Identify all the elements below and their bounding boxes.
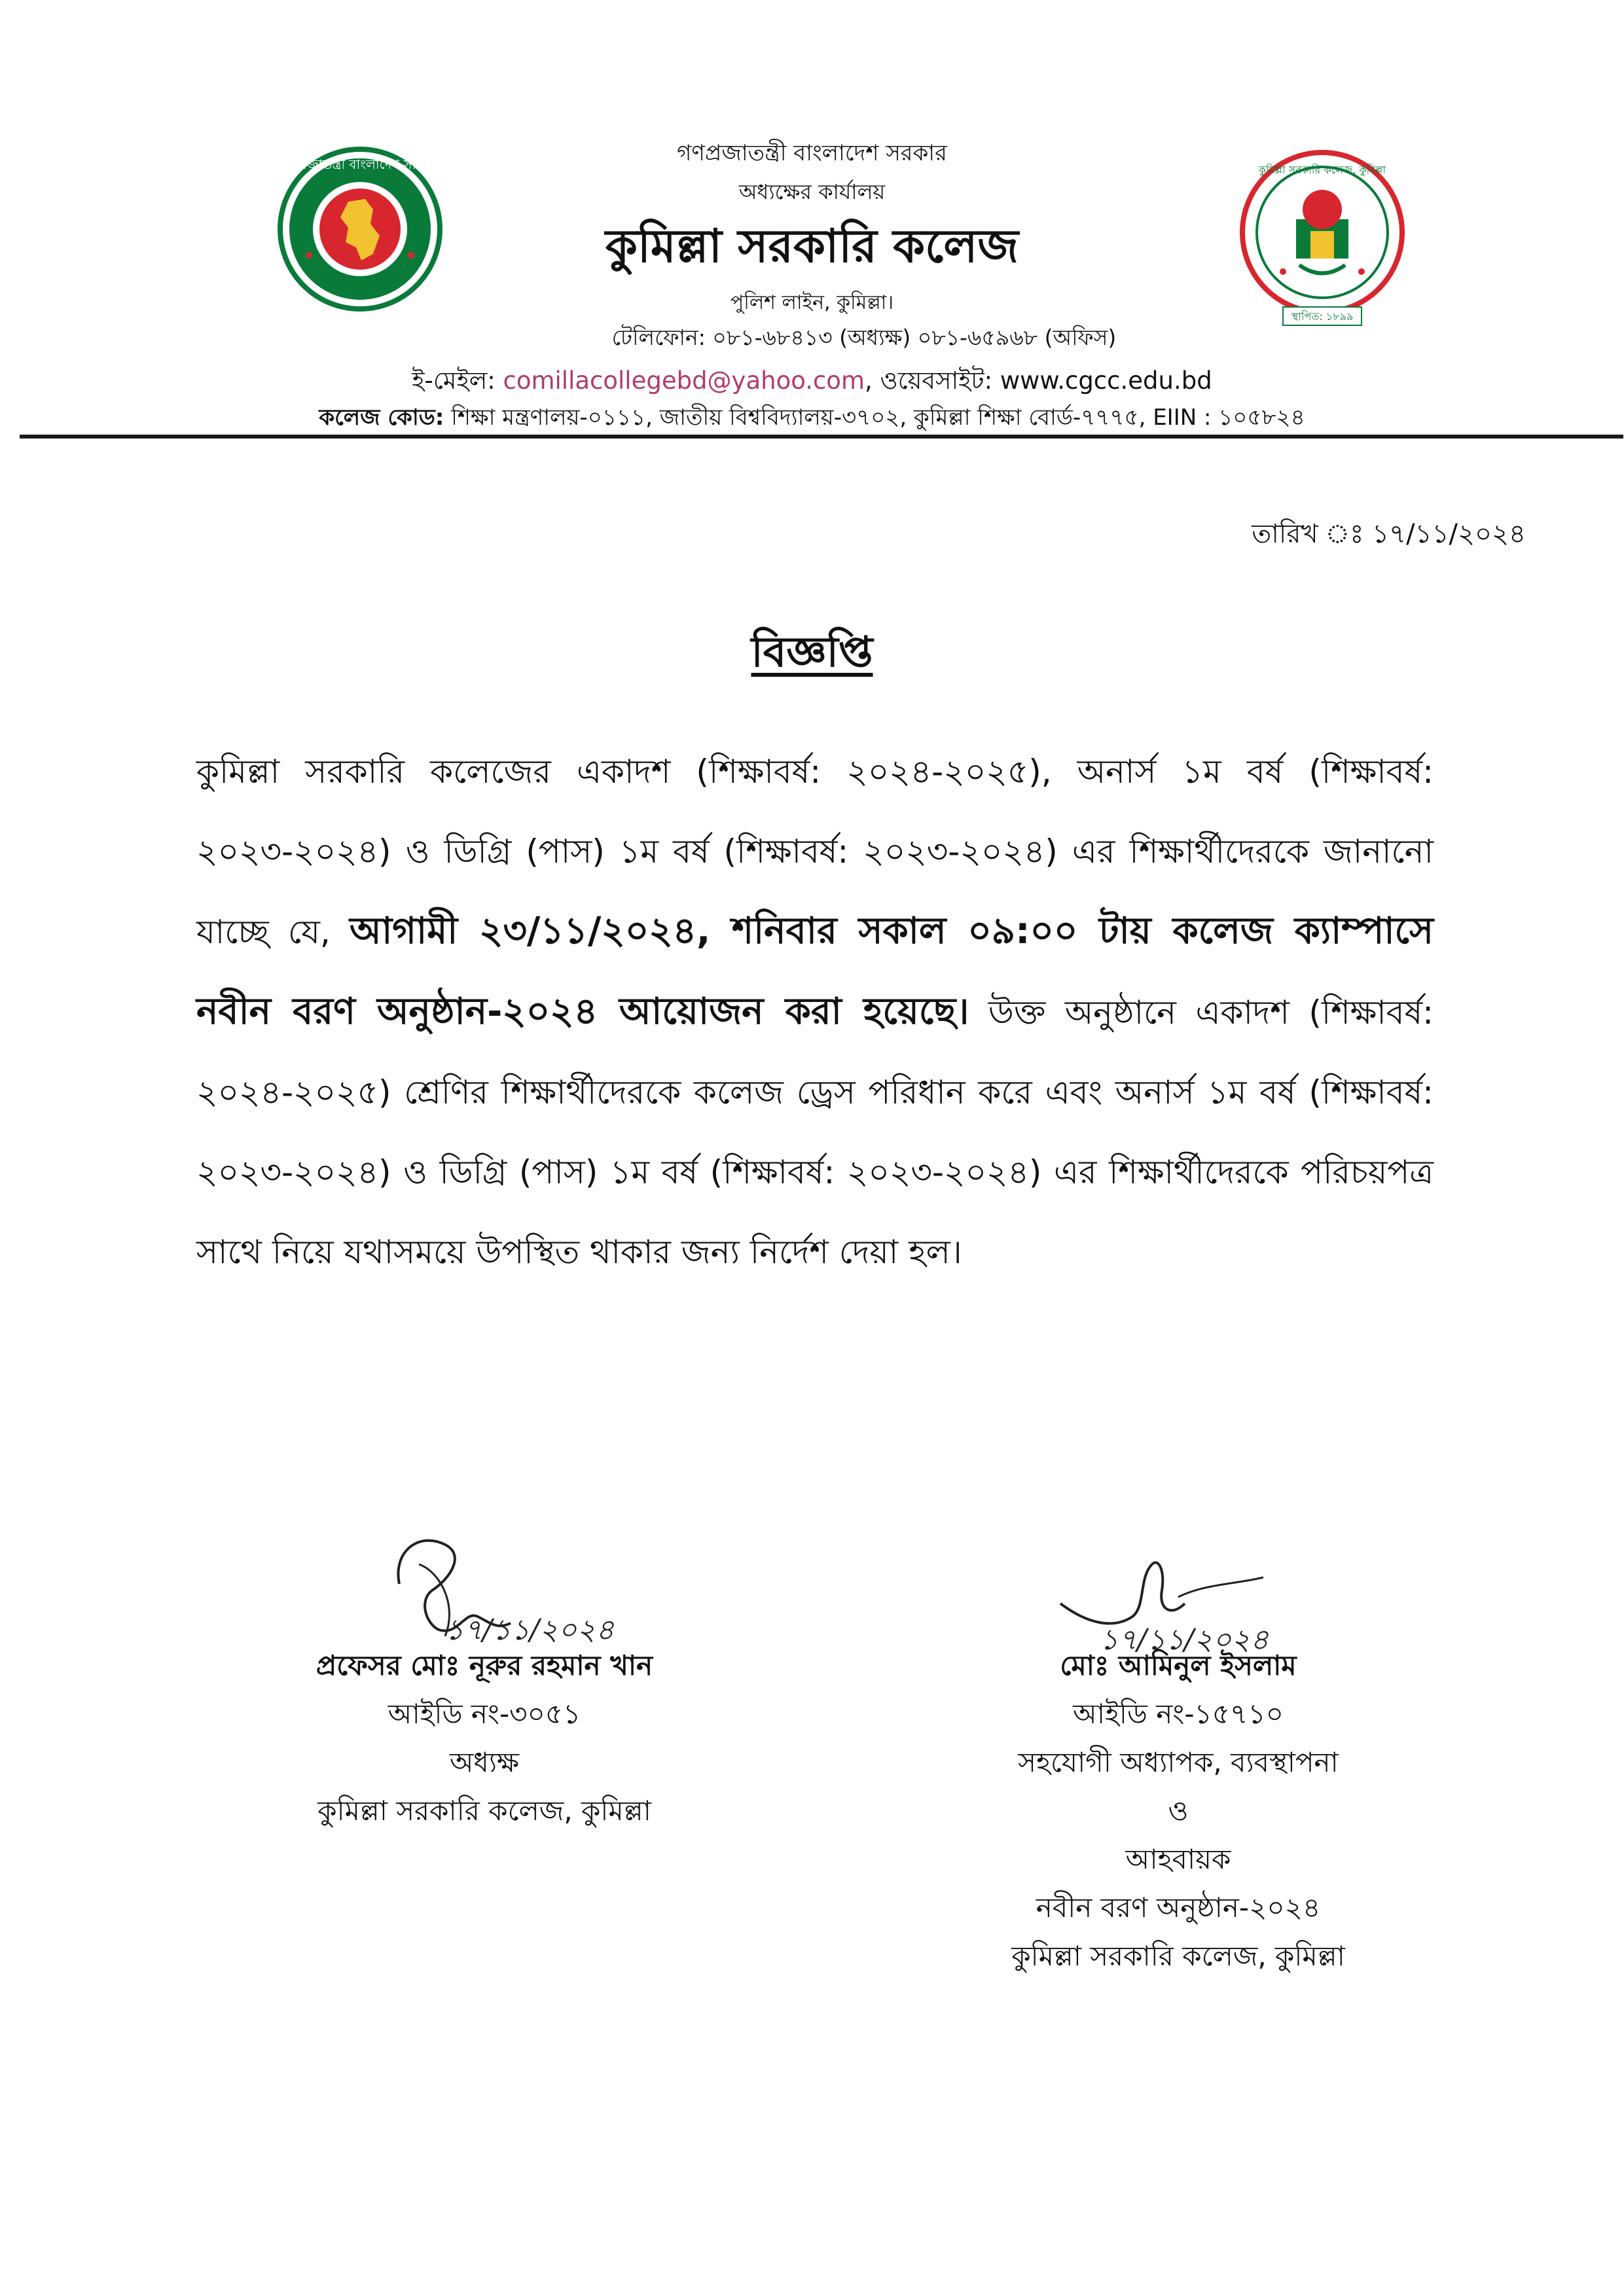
website-link[interactable]: www.cgcc.edu.bd [1000, 367, 1212, 395]
codes-label: কলেজ কোড: [319, 404, 444, 431]
college-phone: টেলিফোন: ০৮১-৬৮৪১৩ (অধ্যক্ষ) ০৮১-৬৫৯৬৮ (অফিস) [611, 325, 1117, 350]
convener-designation: সহযোগী অধ্যাপক, ব্যবস্থাপনা [1018, 1746, 1339, 1778]
notice-body [196, 732, 1434, 1292]
principal-signature [380, 1525, 628, 1656]
body-intro: কুমিল্লা সরকারি কলেজের একাদশ (শিক্ষাবর্ষ: ২০২৪-২০২৫), অনার্স ১ম বর্ষ (শিক্ষাবর্ষ: ২০২৩-২০২৪) ও ডিগ্রি (পাস) ১ম বর্ষ (শিক্ষাবর্ষ: ২০২৩-২০২৪) এর শিক্ষার্থীদেরকে জানানো যাচ্ছে যে, [196, 753, 1434, 951]
principal-signature-date: ১৭/১১/২০২৪ [445, 1613, 615, 1647]
college-address: পুলিশ লাইন, কুমিল্লা। [730, 291, 894, 314]
convener-role: আহবায়ক [1125, 1843, 1231, 1875]
right-seal-established: স্থাপিত: ১৮৯৯ [1291, 310, 1354, 323]
office-name: অধ্যক্ষের কার্যালয় [738, 179, 886, 204]
website-label: , ওয়েবসাইট: [865, 367, 1000, 395]
header-divider [20, 435, 1623, 439]
government-name: গণপ্রজাতন্ত্রী বাংলাদেশ সরকার [677, 140, 947, 166]
convener-signature [1047, 1538, 1296, 1656]
college-name: কুমিল্লা সরকারি কলেজ [605, 219, 1019, 273]
principal-name: প্রফেসর মোঃ নূরুর রহমান খান [316, 1649, 653, 1681]
principal-institution: কুমিল্লা সরকারি কলেজ, কুমিল্লা [317, 1795, 651, 1827]
convener-signature-block [916, 1641, 1440, 1981]
principal-signature-block [223, 1641, 746, 1835]
convener-signature-date: ১৭/১১/২০২৪ [1100, 1623, 1269, 1656]
convener-event: নবীন বরণ অনুষ্ঠান-২০২৪ [1036, 1892, 1321, 1924]
convener-id: আইডি নং-১৫৭১০ [1073, 1698, 1284, 1730]
left-seal-text: গণপ্রজাতন্ত্রী বাংলাদেশ সরকার [280, 156, 440, 172]
college-codes [0, 401, 1624, 438]
body-highlight: আগামী ২৩/১১/২০২৪, শনিবার সকাল ০৯:০০ টায় কলেজ ক্যাম্পাসে নবীন বরণ অনুষ্ঠান-২০২৪ আয়োজন করা হয়েছে। [196, 910, 1434, 1033]
notice-date: তারিখ ঃ ১৭/১১/২০২৪ [1252, 519, 1526, 549]
email-label: ই-মেইল: [412, 367, 503, 395]
principal-designation: অধ্যক্ষ [449, 1746, 520, 1778]
convener-institution: কুমিল্লা সরকারি কলেজ, কুমিল্লা [1011, 1940, 1345, 1972]
contact-line [0, 361, 1624, 403]
body-instructions: উক্ত অনুষ্ঠানে একাদশ (শিক্ষাবর্ষ: ২০২৪-২০২৫) শ্রেণির শিক্ষার্থীদেরকে কলেজ ড্রেস পরিধান করে এবং অনার্স ১ম বর্ষ (শিক্ষাবর্ষ: ২০২৩-২০২৪) ও ডিগ্রি (পাস) ১ম বর্ষ (শিক্ষাবর্ষ: ২০২৩-২০২৪) এর শিক্ষার্থীদেরকে পরিচয়পত্র সাথে নিয়ে যথাসময়ে উপস্থিত থাকার জন্য নির্দেশ দেয়া হল। [196, 994, 1434, 1271]
principal-id: আইডি নং-৩০৫১ [388, 1698, 581, 1730]
right-seal-text: কুমিল্লা সরকারি কলেজ, কুমিল্লা [1258, 164, 1386, 176]
convener-conjunction: ও [1168, 1795, 1189, 1827]
convener-name: মোঃ আমিনুল ইসলাম [1060, 1649, 1297, 1681]
codes-values: শিক্ষা মন্ত্রণালয়-০১১১, জাতীয় বিশ্ববিদ্যালয়-৩৭০২, কুমিল্লা শিক্ষা বোর্ড-৭৭৭৫, EIIN : ১০৫৮২৪ [444, 404, 1305, 431]
notice-title: বিজ্ঞপ্তি [751, 628, 873, 677]
email-link[interactable]: comillacollegebd@yahoo.com [503, 367, 865, 395]
